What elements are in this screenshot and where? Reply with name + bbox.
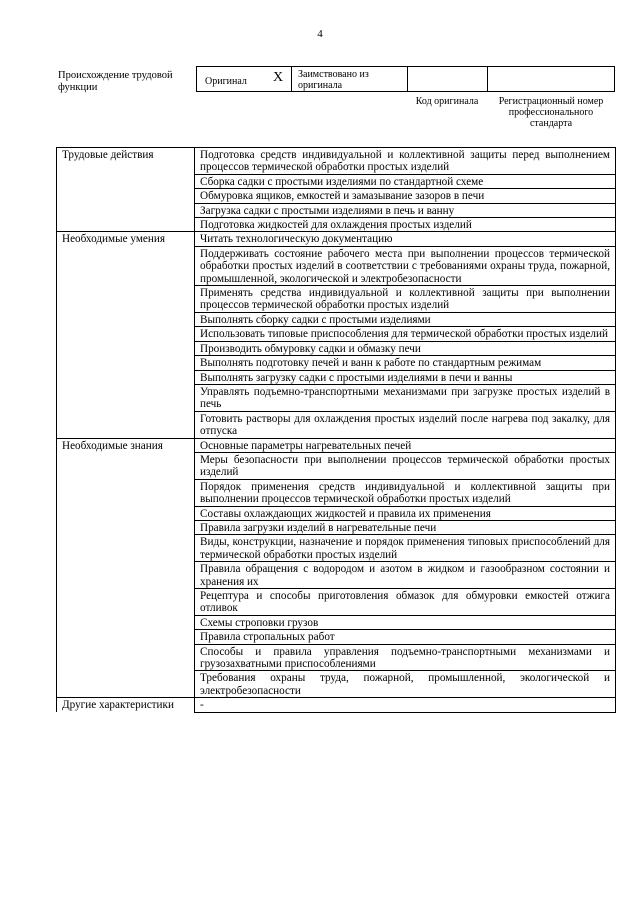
section-item: Поддерживать состояние рабочего места при выполнении процессов термической обработки простых изделий в соответствии с требованиями охраны труда, пожарной, промышленной, экологической и электробезопасности [195,246,616,285]
table-row [57,148,616,175]
section-item: Правила стропальных работ [195,630,616,644]
reg-number-box [487,66,615,92]
section-item: Способы и правила управления подъемно-транспортными механизмами и грузозахватными приспособлениями [195,644,616,671]
section-item: Производить обмуровку садки и обмазку печи [195,341,616,355]
section-item: Подготовка жидкостей для охлаждения простых изделий [195,218,616,232]
section-item: Меры безопасности при выполнении процессов термической обработки простых изделий [195,452,616,479]
origin-label: Происхождение трудовой функции [58,70,173,93]
section-item: Сборка садки с простыми изделиями по стандартной схеме [195,174,616,188]
section-item: Применять средства индивидуальной и коллективной защиты при выполнении процессов термической обработки простых изделий [195,286,616,313]
section-item: Загрузка садки с простыми изделиями в печь и ванну [195,203,616,217]
code-box [407,66,487,92]
borrowed-label: Заимствовано из оригинала [298,69,369,91]
section-item: Выполнять загрузку садки с простыми изделиями в печи и ванны [195,370,616,384]
section-item: Рецептура и способы приготовления обмазок для обмуровки емкостей отжига отливок [195,589,616,616]
section-title: Другие характеристики [57,698,195,712]
section-item: Выполнять сборку садки с простыми изделиями [195,312,616,326]
section-item: Виды, конструкции, назначение и порядок применения типовых приспособлений для термической обработки простых изделий [195,535,616,562]
section-title: Необходимые умения [57,232,195,438]
original-box [196,66,291,92]
reg-caption: Регистрационный номер профессионального стандарта [498,96,604,129]
section-item: Обмуровка ящиков, емкостей и замазывание зазоров в печи [195,189,616,203]
table-row [57,232,616,246]
section-item: Готовить растворы для охлаждения простых изделий после нагрева под закалку, для отпуска [195,411,616,438]
section-item: Составы охлаждающих жидкостей и правила их применения [195,506,616,520]
section-item: Использовать типовые приспособления для термической обработки простых изделий [195,327,616,341]
section-item: Основные параметры нагревательных печей [195,438,616,452]
section-item: Читать технологическую документацию [195,232,616,246]
section-title: Необходимые знания [57,438,195,698]
section-item: Требования охраны труда, пожарной, промышленной, экологической и электробезопасности [195,671,616,698]
section-item: Выполнять подготовку печей и ванн к работе по стандартным режимам [195,356,616,370]
table-row [57,698,616,712]
page-number: 4 [317,28,323,40]
section-item: Порядок применения средств индивидуальной и коллективной защиты при выполнении процессов термической обработки простых изделий [195,479,616,506]
section-item: Правила обращения с водородом и азотом в жидком и газообразном состоянии и хранения их [195,562,616,589]
original-mark: X [273,70,284,85]
section-item: Схемы строповки грузов [195,615,616,629]
original-label: Оригинал [205,76,247,87]
origin-block [58,66,618,136]
section-item: - [195,698,616,712]
section-title: Трудовые действия [57,148,195,232]
section-item: Управлять подъемно-транспортными механизмами при загрузке простых изделий в печь [195,384,616,411]
labor-function-table [56,147,616,713]
table-row [57,438,616,452]
section-item: Подготовка средств индивидуальной и коллективной защиты перед выполнением процессов термической обработки простых изделий [195,148,616,175]
borrowed-box [291,66,407,92]
section-item: Правила загрузки изделий в нагревательные печи [195,520,616,534]
code-caption: Код оригинала [415,96,479,107]
